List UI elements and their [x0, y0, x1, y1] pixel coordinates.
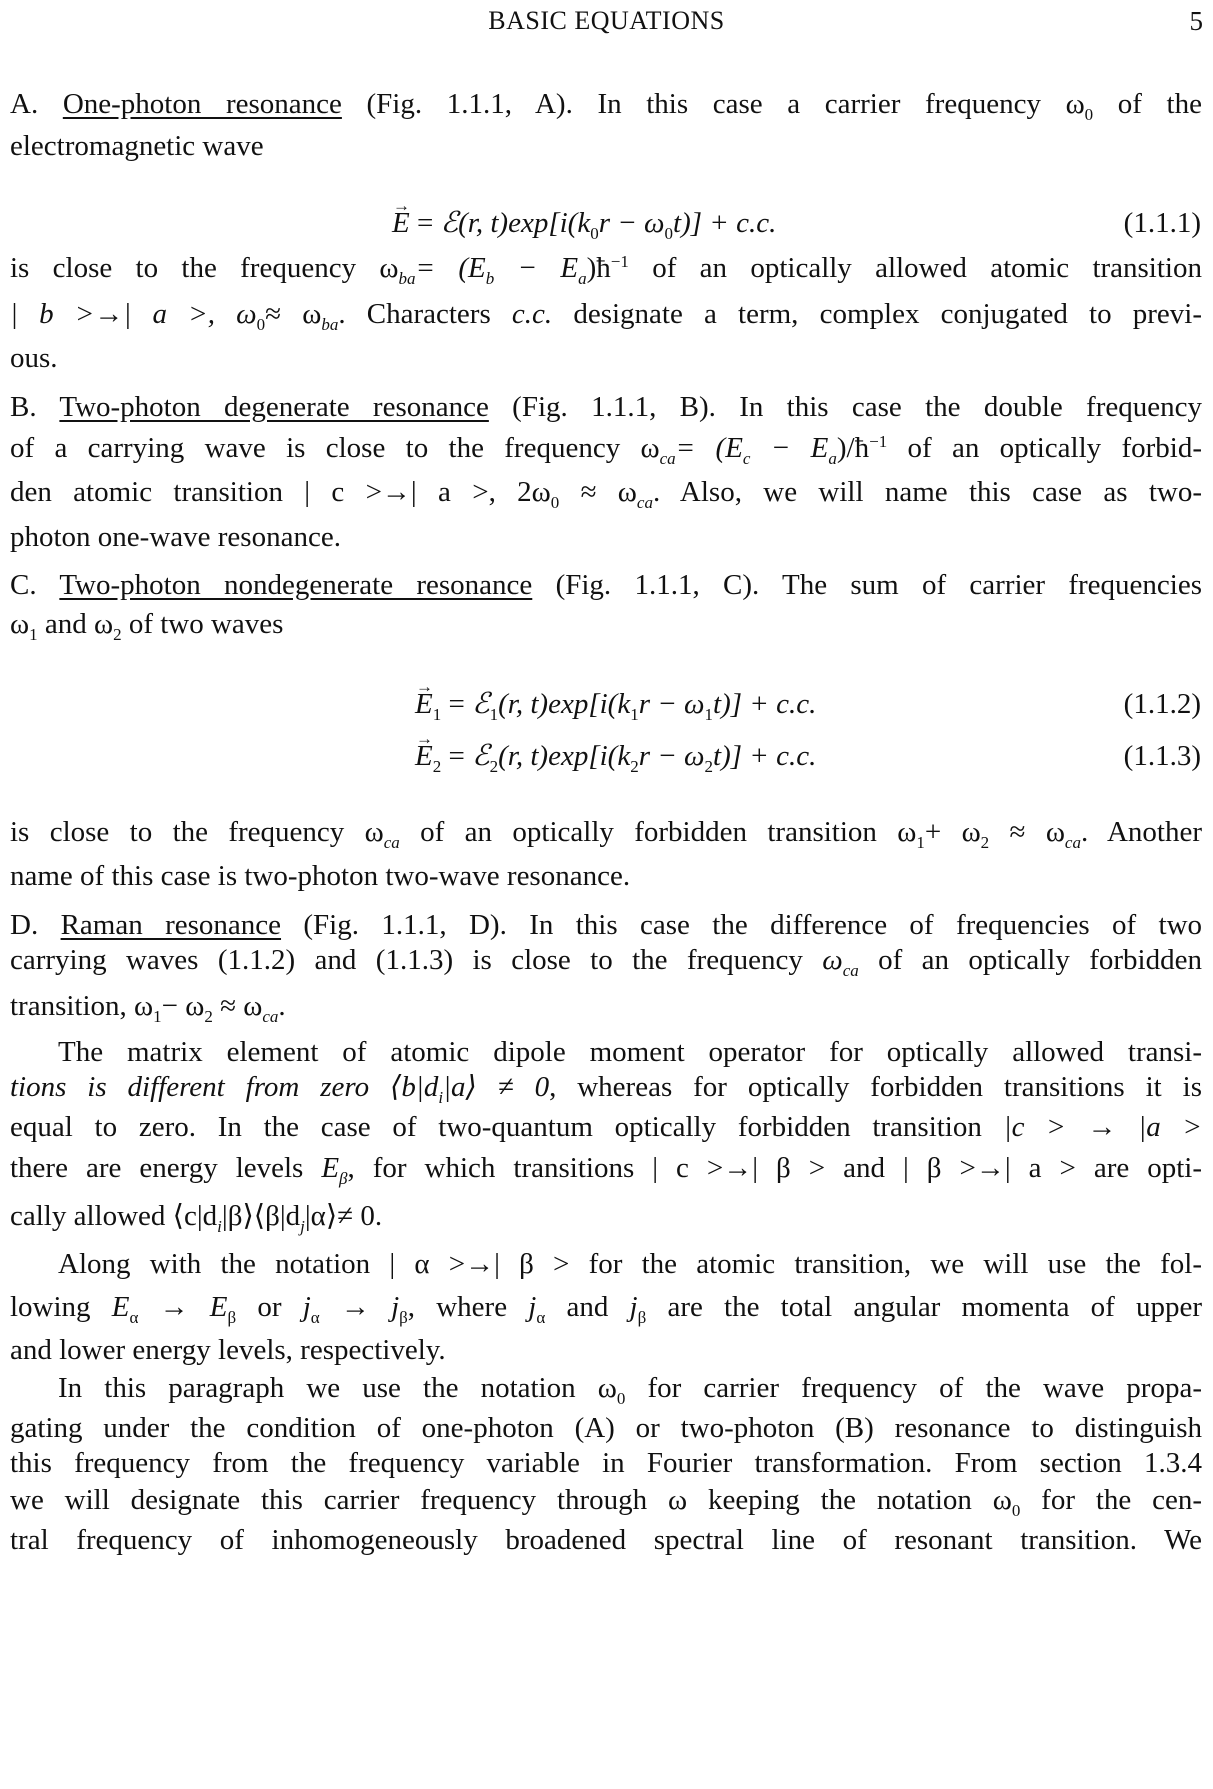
paragraph-2-line-3: and lower energy levels, respectively. [10, 1334, 446, 1366]
section-b-line-1: B. Two-photon degenerate resonance (Fig. 1.1.1, B). In this case the double frequency [10, 391, 1202, 423]
paragraph-3-line-3: this frequency from the frequency variable in Fourier transformation. From section 1.3.4 [10, 1447, 1202, 1479]
section-d-line-2: carrying waves (1.1.2) and (1.1.3) is close to the frequency $\omega_{ca}$ of an optically forbidden [10, 944, 1202, 980]
section-d-line-1: D. Raman resonance (Fig. 1.1.1, D). In this case the difference of frequencies of two [10, 909, 1203, 941]
section-c-line-2: $\omega_1$ and $\omega_2$ of two waves [10, 608, 284, 644]
section-c-line-1: C. Two-photon nondegenerate resonance (Fig. 1.1.1, C). The sum of carrier frequencies [10, 569, 1202, 601]
header-title: BASIC EQUATIONS [488, 6, 725, 35]
section-d-line-3: transition, $\omega_1- \omega_2 \approx \omega_{ca}$. [10, 990, 286, 1026]
paragraph-3-line-5: tral frequency of inhomogeneously broadened spectral line of resonant transition. We [10, 1524, 1202, 1556]
section-c-line-3: is close to the frequency $\omega_{ca}$ of an optically forbidden transition $\omega_1+ \omega_2 \approx \omega_{ca}$. Another [10, 816, 1202, 852]
paragraph-1-line-2: tions is different from zero $⟨b|d_i|a⟩ \ne 0$, whereas for optically forbidden transitions it is [10, 1071, 1202, 1107]
equation-number-1-1-3: (1.1.3) [1123, 740, 1201, 772]
equation-1-1-2: → $E_1$ = ℰ$_1$(r, $t)\exp[i(k_1r - \omega_1t)] + c.c$. [415, 684, 816, 724]
paragraph-3-line-1: In this paragraph we use the notation $\omega_0$ for carrier frequency of the wave propa- [58, 1372, 1202, 1408]
running-header [0, 6, 1213, 46]
page-number: 5 [1189, 6, 1203, 36]
section-b-line-4: photon one-wave resonance. [10, 521, 341, 553]
paragraph-1-line-1: The matrix element of atomic dipole moment operator for optically allowed transi- [58, 1036, 1202, 1068]
section-b-line-2: of a carrying wave is close to the frequency $\omega_{ca}= (E_c$ − $E_a)/ħ^{-1}$ of an optically forbid- [10, 432, 1202, 468]
equation-1-1-3: → $E_2$ = ℰ$_2$(r, $t)\exp[i(k_2r - \omega_2t)] + c.c$. [415, 736, 816, 776]
heading-two-photon-nondegenerate-resonance: Two-photon nondegenerate resonance [59, 569, 533, 601]
paragraph-1-line-4: there are energy levels $E_\beta$, for which transitions | c >→| β > and | β >→| a > are opti- [10, 1152, 1202, 1188]
section-a-line-2: electromagnetic wave [10, 130, 264, 162]
paragraph-1-line-3: equal to zero. In the case of two-quantum optically forbidden transition |c > → |a > [10, 1111, 1202, 1143]
paragraph-3-line-2: gating under the condition of one-photon (A) or two-photon (B) resonance to distinguish [10, 1412, 1202, 1444]
equation-1-1-1: → E = ℰ(r, $t)\exp[i(k_0r - \omega_0t)] + c.c$. [392, 203, 776, 243]
section-a-line-5: ous. [10, 342, 58, 374]
section-a-line-4: | b >→| a >, $\omega_0\approx \omega_{ba}$. Characters c.c. designate a term, complex conjugated to previ- [10, 298, 1202, 334]
paragraph-2-line-1: Along with the notation | α >→| β > for the atomic transition, we will use the fol- [58, 1248, 1202, 1280]
heading-raman-resonance: Raman resonance [60, 909, 282, 941]
equation-number-1-1-1: (1.1.1) [1123, 207, 1201, 239]
paragraph-3-line-4: we will designate this carrier frequency through ω keeping the notation $\omega_0$ for the cen- [10, 1484, 1202, 1520]
section-a-line-3: is close to the frequency $\omega_{ba}= (E_b$ − $E_a)ħ^{-1}$ of an optically allowed atomic transition [10, 252, 1202, 288]
heading-one-photon-resonance: One-photon resonance [62, 88, 342, 120]
section-b-line-3: den atomic transition | c >→| a >, $2\omega_0 \approx \omega_{ca}$. Also, we will name this case as two- [10, 476, 1203, 512]
heading-two-photon-degenerate-resonance: Two-photon degenerate resonance [59, 391, 489, 423]
paragraph-1-line-5: cally allowed $⟨c|d_i|\beta⟩⟨\beta|d_j|\alpha⟩\ne 0$. [10, 1200, 383, 1236]
equation-number-1-1-2: (1.1.2) [1123, 688, 1201, 720]
paragraph-2-line-2: lowing $E_\alpha \to E_\beta$ or $j_\alpha \to j_\beta$, where $j_\alpha$ and $j_\beta$ are the total angular momenta of upper [10, 1291, 1203, 1327]
section-c-line-4: name of this case is two-photon two-wave resonance. [10, 860, 631, 892]
section-a-line-1: A. One-photon resonance (Fig. 1.1.1, A). In this case a carrier frequency $\omega_0$ of the [10, 88, 1202, 124]
